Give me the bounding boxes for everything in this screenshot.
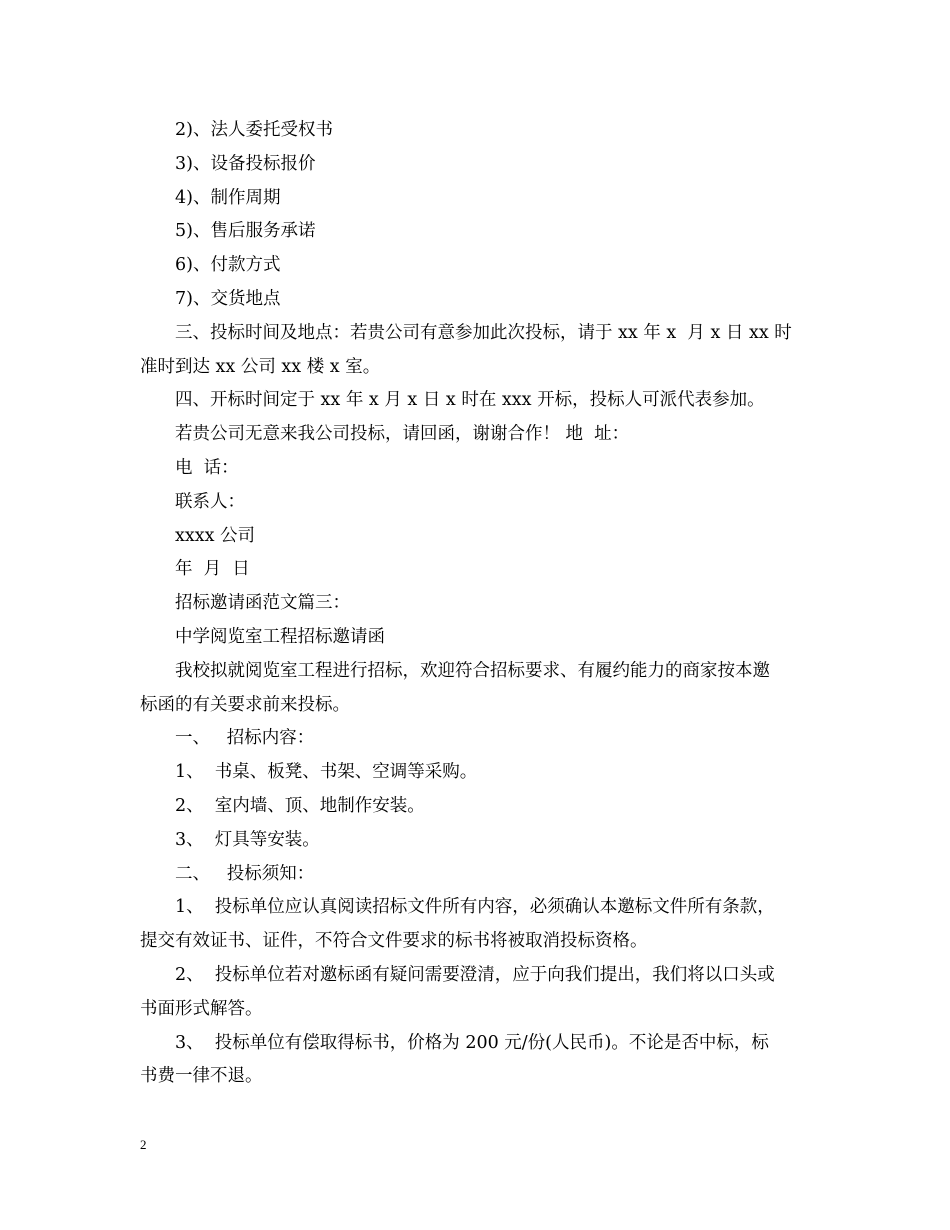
text-line: 书费一律不退。 [140, 1066, 263, 1087]
text-line: 一、 招标内容： [175, 728, 315, 749]
text-line: 1、 投标单位应认真阅读招标文件所有内容，必须确认本邀标文件所有条款， [175, 897, 775, 918]
text-line: 2、 室内墙、顶、地制作安装。 [175, 795, 425, 816]
text-line: 招标邀请函范文篇三： [175, 593, 350, 614]
text-line: 若贵公司无意来我公司投标，请回函，谢谢合作！ 地 址： [175, 424, 630, 445]
text-line: 4)、制作周期 [175, 187, 281, 208]
text-line: 5)、售后服务承诺 [175, 221, 316, 242]
text-line: 2、 投标单位若对邀标函有疑问需要澄清，应于向我们提出，我们将以口头或 [175, 964, 775, 985]
text-line: 6)、付款方式 [175, 255, 281, 276]
text-line: 2)、法人委托受权书 [175, 120, 333, 140]
text-line: 二、 投标须知： [175, 863, 315, 884]
text-line: 标函的有关要求前来投标。 [140, 694, 350, 715]
text-line: 三、投标时间及地点：若贵公司有意参加此次投标，请于 xx 年 x 月 x 日 xx 时 [175, 322, 792, 343]
text-line: 3、 灯具等安装。 [175, 829, 320, 850]
document-body [140, 114, 812, 1094]
text-line: 3)、设备投标报价 [175, 153, 316, 174]
text-line: 准时到达 xx 公司 xx 楼 x 室。 [140, 356, 381, 377]
text-line: 3、 投标单位有偿取得标书，价格为 200 元/份(人民币)。不论是否中标，标 [175, 1032, 769, 1053]
text-line: 我校拟就阅览室工程进行招标，欢迎符合招标要求、有履约能力的商家按本邀 [175, 660, 770, 681]
text-line: 中学阅览室工程招标邀请函 [175, 626, 385, 647]
text-line: 四、开标时间定于 xx 年 x 月 x 日 x 时在 xxx 开标，投标人可派代表参加。 [175, 390, 765, 411]
text-line: 书面形式解答。 [140, 998, 263, 1019]
text-line: 联系人： [175, 491, 245, 512]
text-line: 年 月 日 [175, 559, 250, 580]
text-line: 电 话： [175, 457, 239, 478]
text-line: 提交有效证书、证件，不符合文件要求的标书将被取消投标资格。 [140, 931, 648, 952]
text-line: 1、 书桌、板凳、书架、空调等采购。 [175, 762, 478, 783]
text-line: xxxx 公司 [175, 525, 256, 546]
page-number: 2 [140, 1137, 147, 1152]
text-line: 7)、交货地点 [175, 288, 281, 309]
